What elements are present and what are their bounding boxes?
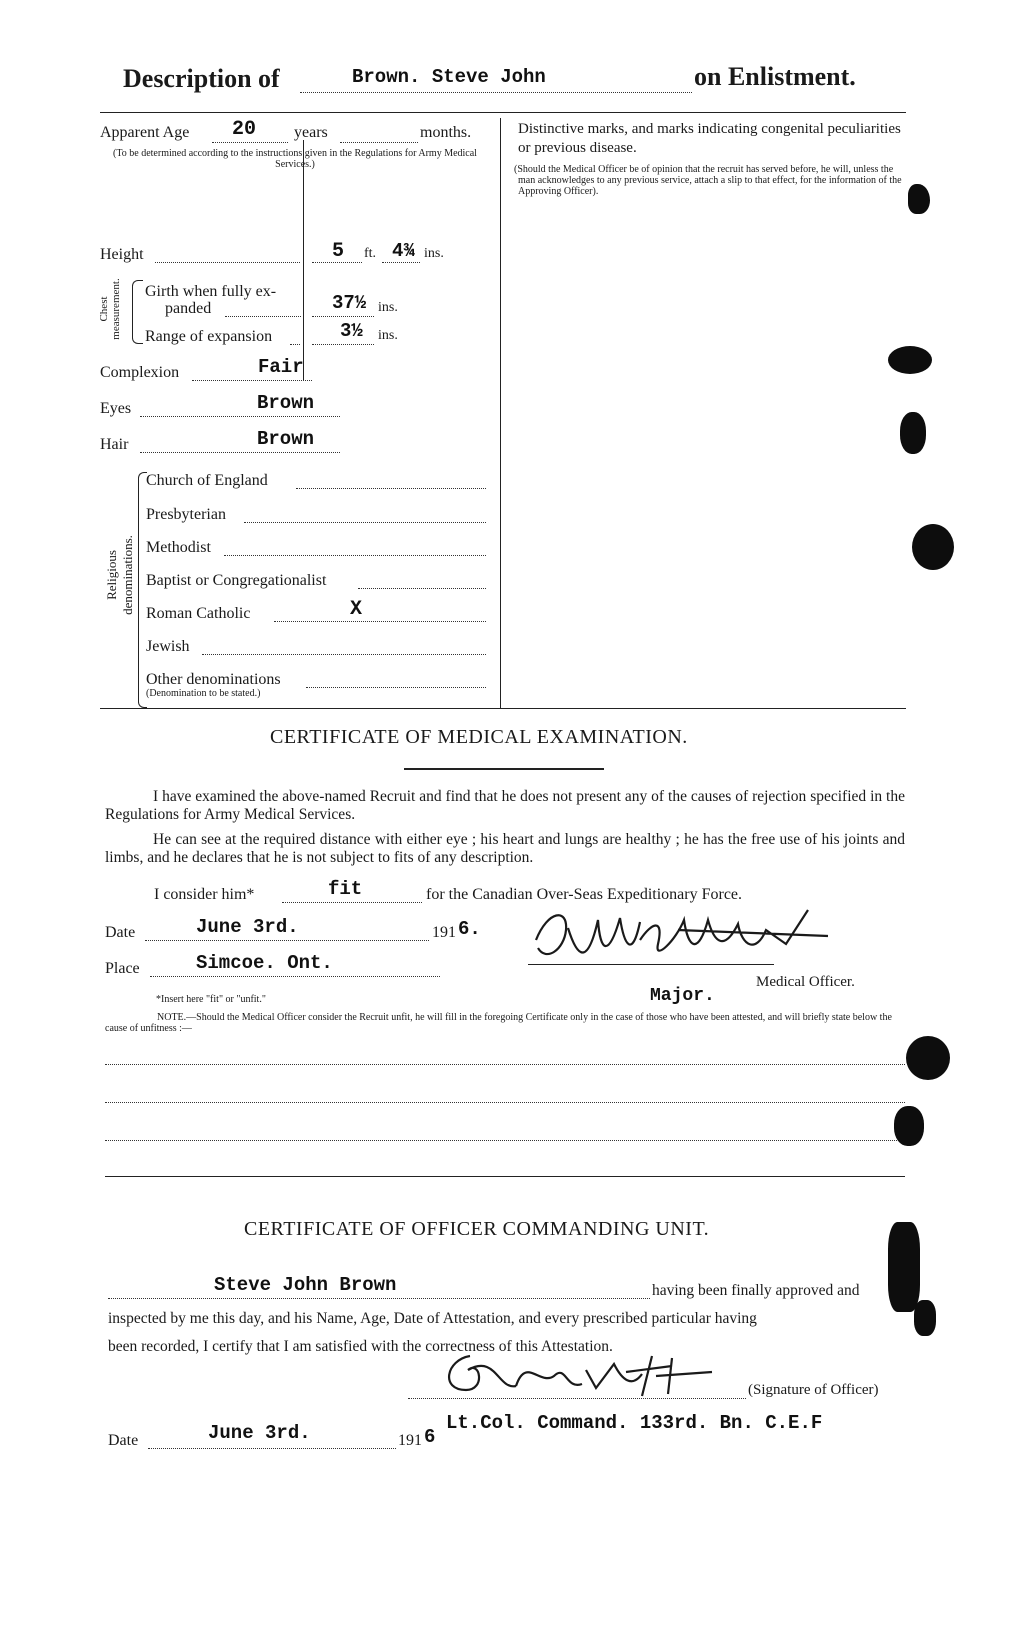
medical-officer-signature bbox=[528, 900, 838, 980]
commanding-year-prefix: 191 bbox=[398, 1432, 422, 1449]
binding-mark bbox=[906, 1036, 950, 1080]
medical-paragraph-2: He can see at the required distance with either eye ; his heart and lungs are healthy ; he has the free use of his joints and limbs, and he declares that he is not subject to fits of any description. bbox=[105, 831, 905, 866]
eyes-value: Brown bbox=[257, 392, 315, 414]
commanding-certificate-title: CERTIFICATE OF OFFICER COMMANDING UNIT. bbox=[244, 1218, 710, 1240]
height-feet: 5 bbox=[332, 240, 345, 263]
years-label: years bbox=[294, 124, 328, 141]
commanding-date-label: Date bbox=[108, 1432, 139, 1449]
age-label: Apparent Age bbox=[100, 124, 190, 141]
inches-label: ins. bbox=[424, 246, 444, 261]
religion-label: Religious denominations. bbox=[104, 535, 135, 615]
complexion-value: Fair bbox=[258, 356, 304, 378]
medical-date-value: June 3rd. bbox=[196, 916, 299, 938]
feet-label: ft. bbox=[364, 246, 377, 261]
girth-value: 37½ bbox=[332, 292, 367, 314]
denomination-methodist: Methodist bbox=[146, 539, 211, 556]
recruit-name: Brown. Steve John bbox=[352, 66, 546, 88]
medical-date-label: Date bbox=[105, 924, 136, 941]
insert-note: *Insert here "fit" or "unfit." bbox=[156, 994, 266, 1005]
fitness-value: fit bbox=[328, 878, 363, 900]
inner-divider bbox=[303, 140, 304, 380]
height-inches: 4¾ bbox=[392, 240, 415, 262]
distinctive-marks-label: Distinctive marks, and marks indicating congenital peculiarities or previous disease. bbox=[518, 121, 901, 156]
range-ins-label: ins. bbox=[378, 328, 398, 343]
consider-label: I consider him* bbox=[154, 886, 255, 903]
officer-signature-label: (Signature of Officer) bbox=[748, 1382, 879, 1398]
binding-mark bbox=[914, 1300, 936, 1336]
medical-year-prefix: 191 bbox=[432, 924, 456, 941]
medical-note: NOTE.—Should the Medical Officer consider the Recruit unfit, he will fill in the foregoing Certificate only in the case of those who have been attested, and will briefly state below the cause of unfitness :— bbox=[105, 1012, 892, 1034]
lower-section-rule bbox=[105, 1176, 905, 1177]
girth-label-1: Girth when fully ex- bbox=[145, 283, 277, 300]
section-rule bbox=[100, 708, 906, 709]
medical-signature-line bbox=[528, 964, 774, 965]
medical-title-rule bbox=[404, 768, 604, 770]
distinctive-marks-note: (Should the Medical Officer be of opinion that the recruit has served before, he will, unless the man acknowledges to any previous service, attach a slip to that effect, for the information of the Approving Officer). bbox=[514, 164, 902, 197]
officer-signature-line bbox=[408, 1398, 746, 1399]
range-value: 3½ bbox=[340, 320, 363, 342]
range-label: Range of expansion bbox=[145, 328, 273, 345]
unfitness-line-3 bbox=[105, 1140, 905, 1141]
binding-mark bbox=[900, 412, 926, 454]
medical-officer-label: Medical Officer. bbox=[756, 974, 855, 990]
title-dotted-line bbox=[300, 92, 692, 93]
age-note: (To be determined according to the instructions given in the Regulations for Army Medical Services.) bbox=[113, 148, 477, 170]
binding-mark bbox=[908, 184, 930, 214]
header-rule bbox=[100, 112, 906, 113]
force-label: for the Canadian Over-Seas Expeditionary Force. bbox=[426, 886, 743, 903]
age-value: 20 bbox=[232, 118, 257, 141]
denomination-baptist: Baptist or Congregationalist bbox=[146, 572, 327, 589]
girth-label-2: panded bbox=[165, 300, 212, 317]
unfitness-line-2 bbox=[105, 1102, 905, 1103]
denomination-other: Other denominations bbox=[146, 671, 281, 688]
commanding-line-2: inspected by me this day, and his Name, Age, Date of Attestation, and every prescribed particular having bbox=[108, 1310, 757, 1327]
chest-measurement-label: Chest measurement. bbox=[98, 278, 122, 340]
commanding-officer-title: Lt.Col. Command. 133rd. Bn. C.E.F bbox=[446, 1412, 823, 1434]
eyes-label: Eyes bbox=[100, 400, 132, 417]
binding-mark bbox=[894, 1106, 924, 1146]
girth-ins-label: ins. bbox=[378, 300, 398, 315]
months-label: months. bbox=[420, 124, 472, 141]
commanding-date-value: June 3rd. bbox=[208, 1422, 311, 1444]
height-label: Height bbox=[100, 246, 144, 263]
complexion-label: Complexion bbox=[100, 364, 180, 381]
commanding-recruit-name: Steve John Brown bbox=[214, 1274, 397, 1296]
unfitness-line-1 bbox=[105, 1064, 905, 1065]
medical-officer-rank: Major. bbox=[650, 986, 715, 1006]
binding-mark bbox=[888, 346, 932, 374]
denomination-roman-catholic: Roman Catholic bbox=[146, 605, 251, 622]
form-title-prefix: Description of bbox=[123, 64, 280, 93]
medical-paragraph-1: I have examined the above-named Recruit and find that he does not present any of the causes of rejection specified in the Regulations for Army Medical Services. bbox=[105, 788, 905, 823]
commanding-officer-signature bbox=[436, 1350, 736, 1400]
chest-bracket bbox=[132, 280, 143, 344]
denomination-presbyterian: Presbyterian bbox=[146, 506, 226, 523]
binding-mark bbox=[912, 524, 954, 570]
commanding-line-1-end: having been finally approved and bbox=[652, 1282, 860, 1299]
hair-value: Brown bbox=[257, 428, 315, 450]
column-divider bbox=[500, 118, 501, 708]
commanding-line-3: been recorded, I certify that I am satisfied with the correctness of this Attestation. bbox=[108, 1338, 613, 1355]
form-title-suffix: on Enlistment. bbox=[694, 62, 856, 91]
place-label: Place bbox=[105, 960, 140, 977]
binding-mark bbox=[888, 1222, 920, 1312]
commanding-year-suffix: 6 bbox=[424, 1426, 436, 1448]
hair-label: Hair bbox=[100, 436, 129, 453]
other-denomination-note: (Denomination to be stated.) bbox=[146, 688, 261, 699]
medical-year-suffix: 6. bbox=[458, 918, 481, 940]
medical-certificate-title: CERTIFICATE OF MEDICAL EXAMINATION. bbox=[270, 726, 688, 748]
denomination-jewish: Jewish bbox=[146, 638, 190, 655]
roman-catholic-mark: X bbox=[350, 598, 363, 621]
denomination-church-of-england: Church of England bbox=[146, 472, 268, 489]
place-value: Simcoe. Ont. bbox=[196, 952, 333, 974]
